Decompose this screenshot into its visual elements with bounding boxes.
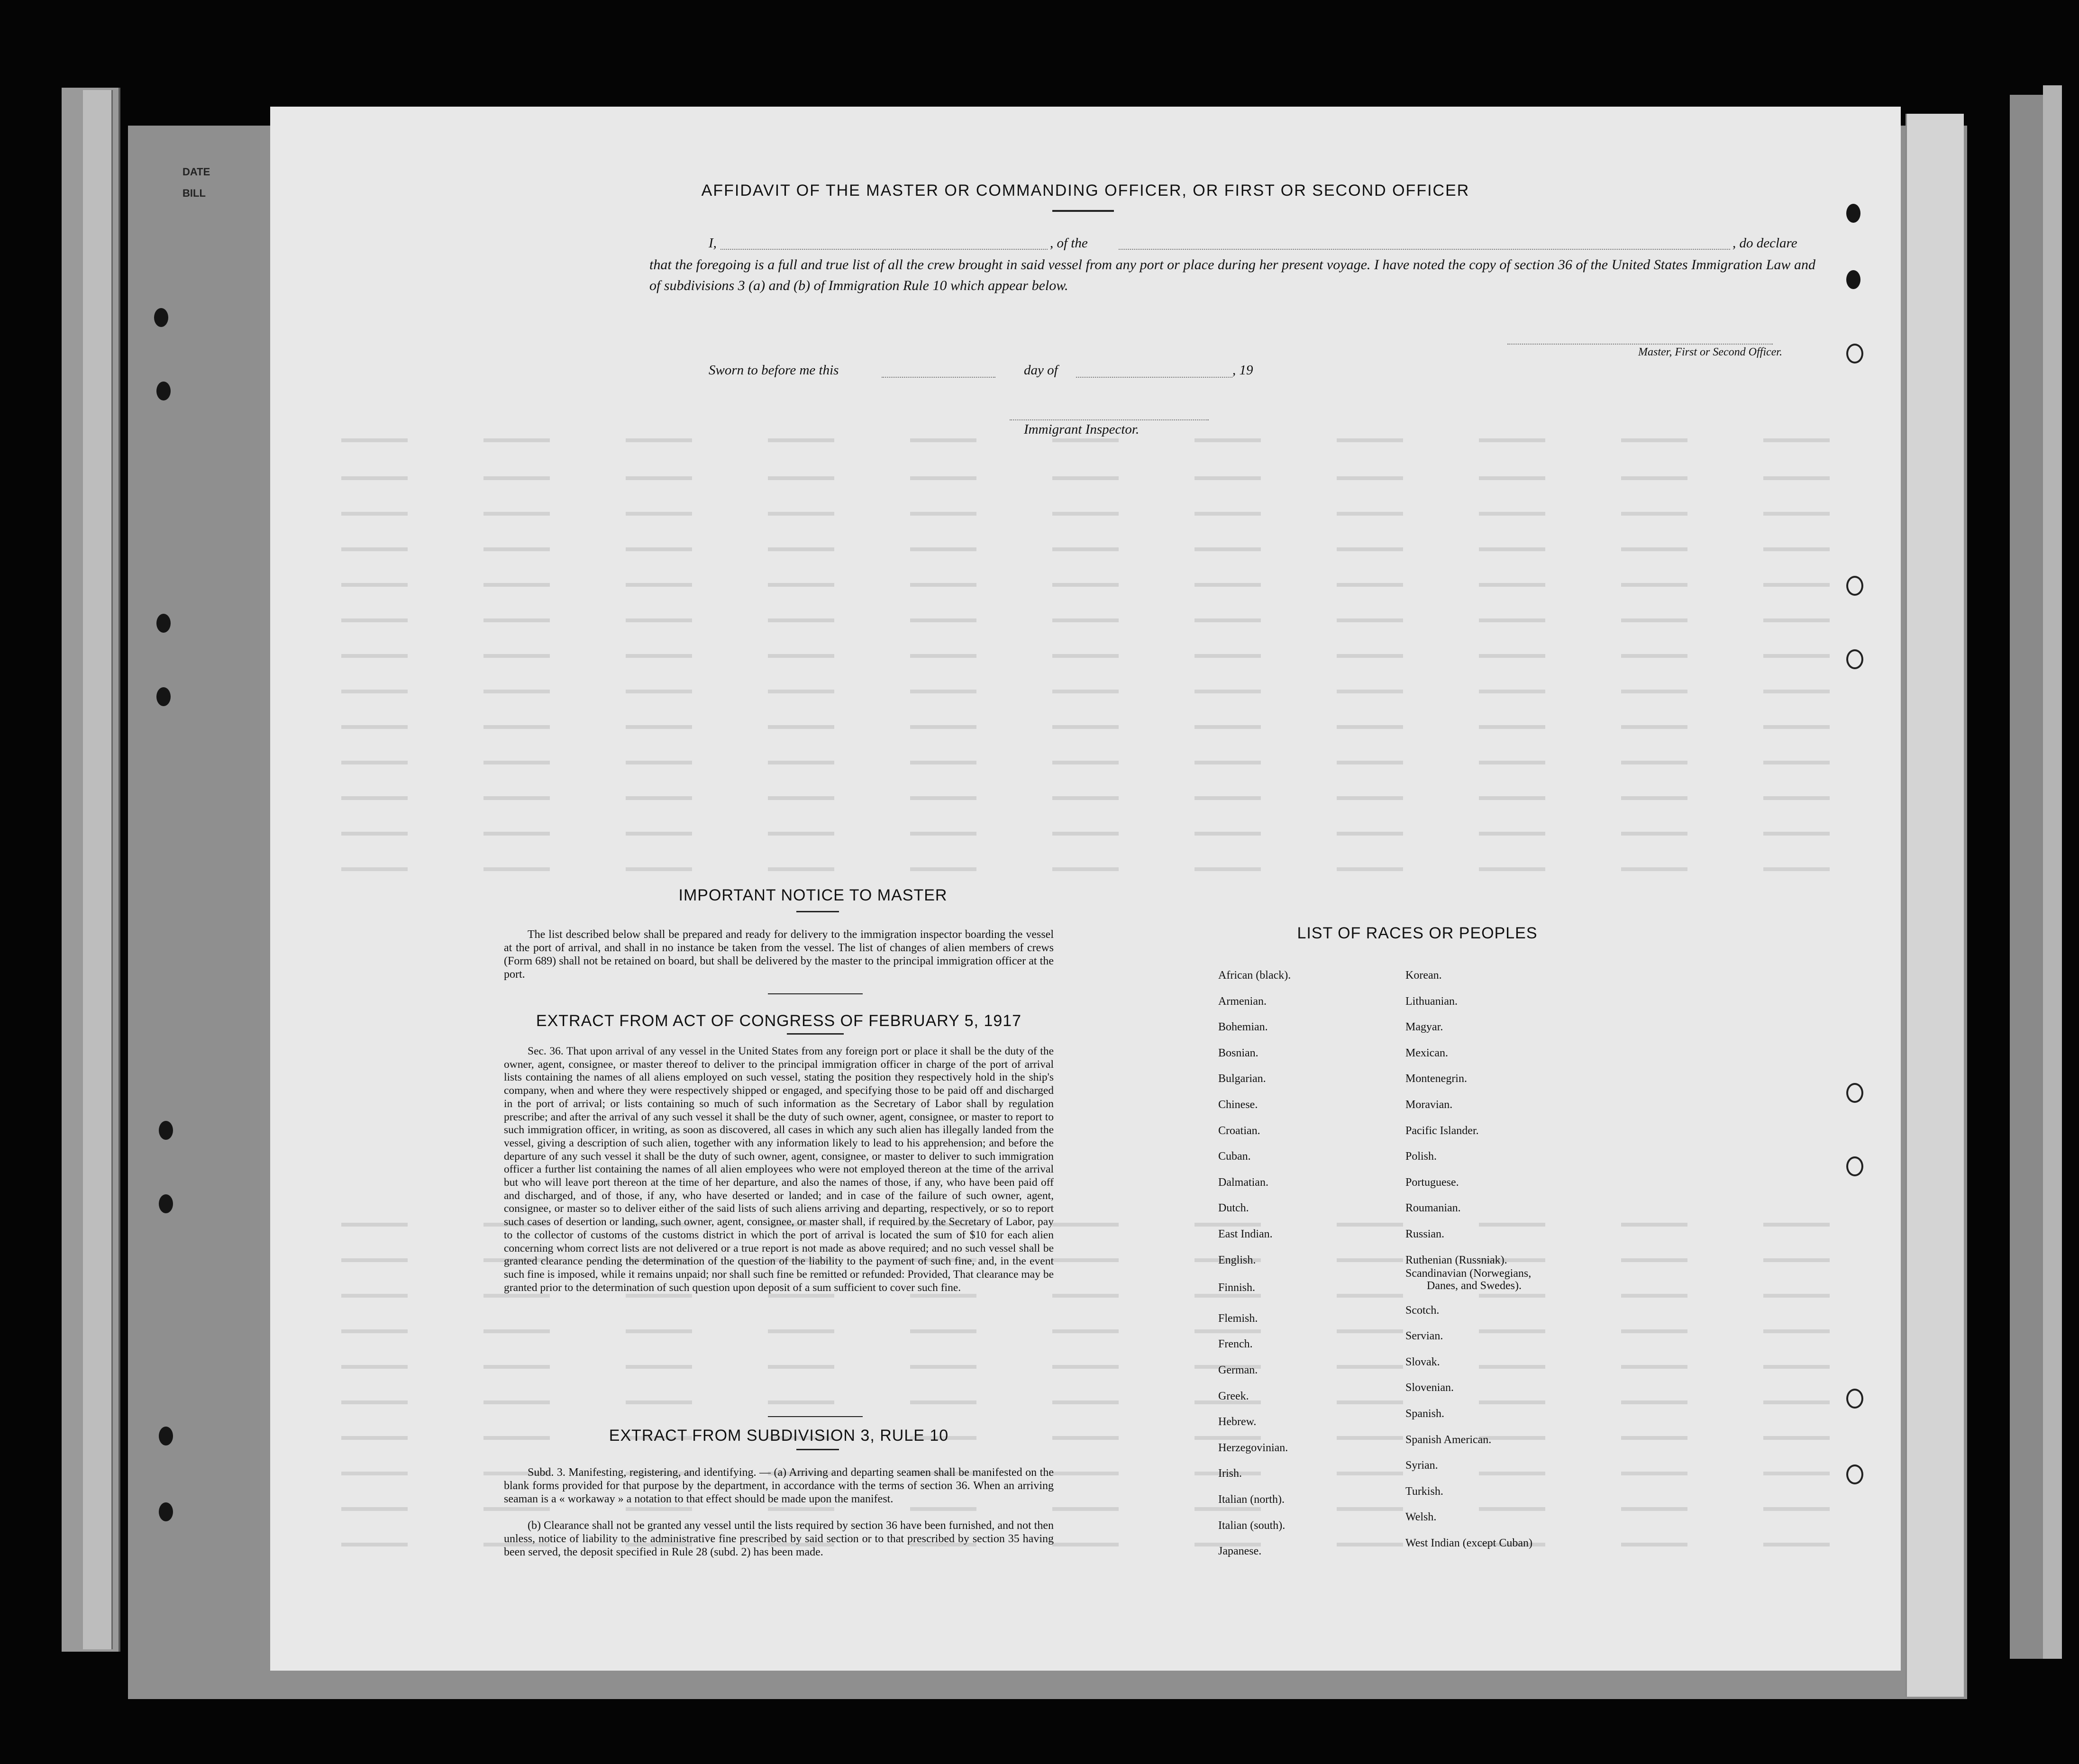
- race-item: French.: [1218, 1338, 1253, 1351]
- affidavit-i-label: I,: [709, 236, 717, 251]
- act-rule: [787, 1033, 844, 1035]
- race-item: Hebrew.: [1218, 1416, 1257, 1428]
- race-item: Turkish.: [1405, 1485, 1443, 1498]
- race-item: Cuban.: [1218, 1150, 1251, 1163]
- margin-stamp-date: DATE: [182, 166, 210, 178]
- race-item: Welsh.: [1405, 1511, 1437, 1524]
- affidavit-body: that the foregoing is a full and true list of all the crew brought in said vessel from any port or place during her present voyage. I have noted the copy of section 36 of the United States Immigration Law and of subdivisions 3 (a) and (b) of Immigration Rule 10 which appear below.: [649, 257, 1815, 293]
- affidavit-declare-label: , do declare: [1732, 236, 1797, 251]
- race-item: Ruthenian (Russniak).: [1405, 1254, 1507, 1266]
- master-signature-field[interactable]: [1507, 344, 1773, 345]
- punch-hole-icon: [156, 687, 171, 706]
- punch-hole-icon: [154, 308, 168, 327]
- punch-hole-icon: [1846, 576, 1863, 596]
- right-binder-edge: [2043, 85, 2062, 1659]
- manifest-back-page: [270, 107, 1901, 1671]
- left-binder-edge: [83, 90, 113, 1649]
- punch-hole-icon: [159, 1502, 173, 1521]
- title-rule: [1052, 210, 1114, 212]
- sworn-day-field[interactable]: [882, 377, 995, 378]
- race-item: Slovenian.: [1405, 1382, 1454, 1394]
- race-item: Japanese.: [1218, 1545, 1262, 1558]
- race-item: Syrian.: [1405, 1459, 1438, 1472]
- affidavit-title: AFFIDAVIT OF THE MASTER OR COMMANDING OFFICER, OR FIRST OR SECOND OFFICER: [701, 182, 1470, 200]
- race-item: Flemish.: [1218, 1312, 1258, 1325]
- race-item: Mexican.: [1405, 1046, 1448, 1059]
- race-item: Armenian.: [1218, 995, 1267, 1008]
- master-signature-label: Master, First or Second Officer.: [1638, 346, 1782, 358]
- race-item: Spanish American.: [1405, 1433, 1492, 1446]
- notice-body: The list described below shall be prepared and ready for delivery to the immigration inspector boarding the vessel at the port of arrival, and shall in no instance be taken from the vessel. The list of changes of alien members of crews (Form 689) shall not be retained on board, but shall be delivered by the master to the principal immigration officer at the port.: [504, 928, 1054, 981]
- inspector-signature-field[interactable]: [1010, 419, 1209, 420]
- day-of-label: day of: [1024, 363, 1058, 378]
- race-item: Lithuanian.: [1405, 995, 1458, 1008]
- punch-hole-icon: [1846, 649, 1863, 669]
- rule-rule: [796, 1449, 839, 1450]
- vessel-name-field[interactable]: [1119, 249, 1730, 250]
- punch-hole-icon: [1846, 344, 1863, 364]
- race-item: Dalmatian.: [1218, 1176, 1268, 1189]
- act-divider: [768, 1416, 863, 1417]
- race-item: Moravian.: [1405, 1099, 1453, 1111]
- race-item: Pacific Islander.: [1405, 1124, 1479, 1137]
- punch-hole-icon: [159, 1121, 173, 1140]
- notice-rule: [796, 911, 839, 912]
- race-item: Bohemian.: [1218, 1021, 1268, 1034]
- punch-hole-icon: [1846, 270, 1860, 289]
- race-item: African (black).: [1218, 969, 1291, 982]
- race-item: Roumanian.: [1405, 1202, 1461, 1215]
- race-item: Danes, and Swedes).: [1427, 1279, 1522, 1292]
- race-item: Servian.: [1405, 1330, 1443, 1343]
- punch-hole-icon: [156, 614, 171, 633]
- race-item: East Indian.: [1218, 1228, 1273, 1240]
- race-item: Dutch.: [1218, 1202, 1249, 1215]
- race-item: Herzegovinian.: [1218, 1441, 1288, 1454]
- race-item: Irish.: [1218, 1467, 1242, 1480]
- underlying-sheet-edge: [1906, 114, 1964, 1697]
- punch-hole-icon: [1846, 1464, 1863, 1484]
- race-item: Korean.: [1405, 969, 1442, 982]
- margin-stamp-bill: BILL: [182, 187, 206, 199]
- notice-title: IMPORTANT NOTICE TO MASTER: [678, 886, 948, 904]
- race-item: Scotch.: [1405, 1304, 1440, 1317]
- rule-para-a: Subd. 3. Manifesting, registering, and identifying. — (a) Arriving and departing seamen shall be manifested on the blank forms provided for that purpose by the department, in accordance with the terms of section 36. When an arriving seaman is a « workaway » a notation to that effect should be made upon the manifest.: [504, 1466, 1054, 1505]
- punch-hole-icon: [159, 1194, 173, 1213]
- rule-title: EXTRACT FROM SUBDIVISION 3, RULE 10: [609, 1427, 949, 1445]
- race-item: Croatian.: [1218, 1124, 1260, 1137]
- race-item: Magyar.: [1405, 1021, 1443, 1034]
- officer-name-field[interactable]: [720, 249, 1048, 250]
- year-label: , 19: [1232, 363, 1253, 378]
- race-item: Italian (north).: [1218, 1493, 1285, 1506]
- race-item: Slovak.: [1405, 1355, 1440, 1368]
- inspector-label: Immigrant Inspector.: [1024, 422, 1140, 437]
- punch-hole-icon: [1846, 204, 1860, 223]
- punch-hole-icon: [159, 1427, 173, 1446]
- punch-hole-icon: [1846, 1389, 1863, 1409]
- race-item: English.: [1218, 1254, 1256, 1266]
- sworn-month-field[interactable]: [1076, 377, 1232, 378]
- affidavit-of-the-label: , of the: [1050, 236, 1088, 251]
- race-item: Bulgarian.: [1218, 1073, 1266, 1085]
- sworn-label: Sworn to before me this: [709, 363, 839, 378]
- race-item: Portuguese.: [1405, 1176, 1459, 1189]
- race-item: Polish.: [1405, 1150, 1437, 1163]
- race-item: Finnish.: [1218, 1282, 1256, 1294]
- rule-para-b: (b) Clearance shall not be granted any vessel until the lists required by section 36 have been furnished, and not then unless, notice of liability to the administrative fine prescribed by said section or to that prescribed by section 35 having been served, the deposit specified in Rule 28 (subd. 2) has been made.: [504, 1519, 1054, 1558]
- races-title: LIST OF RACES OR PEOPLES: [1297, 924, 1538, 942]
- race-item: West Indian (except Cuban): [1405, 1537, 1532, 1549]
- race-item: Spanish.: [1405, 1408, 1445, 1420]
- punch-hole-icon: [156, 382, 171, 400]
- punch-hole-icon: [1846, 1083, 1863, 1103]
- act-section-36: Sec. 36. That upon arrival of any vessel in the United States from any foreign port or place it shall be the duty of the owner, agent, consignee, or master thereof to deliver to the principal immigration officer in charge of the port of arrival lists containing the names of all aliens employed on such vessel, stating the position they respectively hold in the ship's company, when and where they were respectively shipped or engaged, and specifying those to be paid off and discharged in the port of arrival; or lists containing so much of such information as the Secretary of Labor shall by regulation prescribe; and after the arrival of any such vessel it shall be the duty of such owner, agent, consignee, or master to report to such immigration officer, in writing, as soon as discovered, all cases in which any such alien has illegally landed from the vessel, giving a description of such alien, together with any information likely to lead to his apprehension; and before the departure of any such vessel it shall be the duty of such owner, agent, consignee, or master to deliver to such immigration officer a further list containing the names of all alien employees who were not employed thereon at the time of the arrival but who will leave port thereon at the time of her departure, and also the names of those, if any, who have been paid off and discharged, and of those, if any, who have deserted or landed; and in case of the failure of such owner, agent, consignee, or master so to deliver either of the said lists of such aliens arriving and departing, respectively, or so to report such cases of desertion or landing, such owner, agent, consignee, or master shall, if required by the Secretary of Labor, pay to the collector of customs of the customs district in which the port of arrival is located the sum of $10 for each alien concerning whom correct lists are not delivered or a true report is not made as above required; and no such vessel shall be granted clearance pending the determination of the question of the liability to the payment of such fine, and, in the event such fine is imposed, while it remains unpaid; nor shall such fine be remitted or refunded: Provided, That clearance may be granted prior to the determination of such question upon deposit of a sum sufficient to cover such fine.: [504, 1045, 1054, 1294]
- race-item: Russian.: [1405, 1228, 1445, 1240]
- notice-divider: [768, 993, 863, 994]
- race-item: Bosnian.: [1218, 1046, 1258, 1059]
- race-item: Scandinavian (Norwegians,: [1405, 1267, 1532, 1280]
- race-item: German.: [1218, 1364, 1258, 1376]
- race-item: Italian (south).: [1218, 1519, 1286, 1532]
- race-item: Greek.: [1218, 1390, 1249, 1402]
- race-item: Montenegrin.: [1405, 1073, 1467, 1085]
- race-item: Chinese.: [1218, 1099, 1258, 1111]
- punch-hole-icon: [1846, 1156, 1863, 1176]
- act-title: EXTRACT FROM ACT OF CONGRESS OF FEBRUARY 5, 1917: [536, 1012, 1022, 1030]
